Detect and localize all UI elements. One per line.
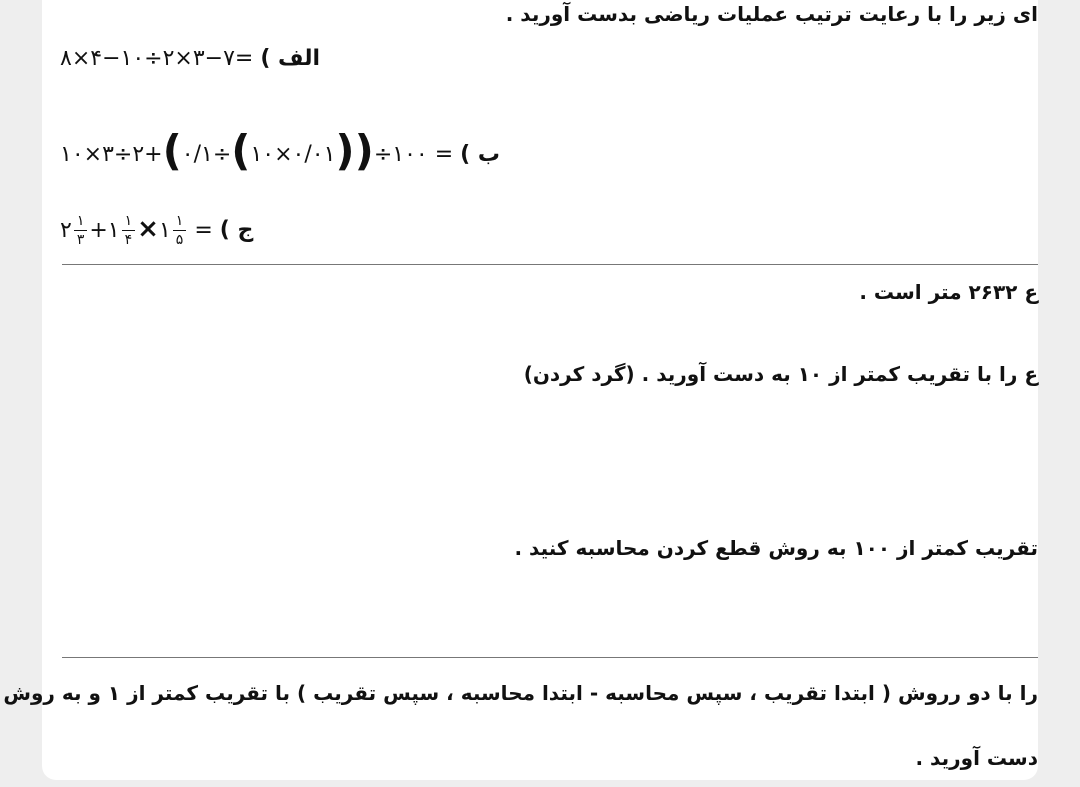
q1-b-close-inner: ) (335, 126, 355, 175)
q1-b-label: ب ) (460, 142, 500, 167)
q2-line-1: ع ۲۶۳۲ متر است . (859, 280, 1038, 304)
q1-b-expression (60, 126, 454, 175)
q1-a-label: الف ) (260, 46, 321, 71)
q3-line-2: دست آورید . (915, 746, 1038, 770)
q1-c-fraction-3: $\frac{۱}{۵}$ (173, 214, 187, 247)
q1-b-expr-start: ۱۰×۳÷۲+ (60, 142, 163, 167)
q1-c-label: ج ) (219, 217, 254, 243)
worksheet-page (3, 0, 1038, 780)
q1-c-whole-2: ۱ (107, 217, 120, 243)
q1-part-c (60, 214, 253, 247)
divider-1 (62, 264, 1038, 265)
q2-line-2: ع را با تقریب کمتر از ۱۰ به دست آورید . (گرد کردن) (523, 362, 1038, 386)
q3-line-1: را با دو رروش ( ابتدا تقریب ، سپس محاسبه - ابتدا محاسبه ، سپس تقریب ) با تقریب کمتر از ۱ و به روش (3, 681, 1038, 705)
q2-line-3: تقریب کمتر از ۱۰۰ به روش قطع کردن محاسبه کنید . (514, 536, 1038, 560)
q1-c-whole-3: ۱ (158, 217, 171, 243)
q1-b-inner2: ۱۰×۰/۰۱ (250, 142, 336, 167)
q1-c-whole-1: ۲ (60, 217, 72, 243)
q1-b-open-outer: ( (162, 126, 182, 175)
q1-title: ای زیر را با رعایت ترتیب عملیات ریاضی بدست آورید . (505, 2, 1038, 26)
q1-a-expression: ۸×۴−۱۰÷۲×۳−۷= (60, 46, 254, 71)
q1-b-close-outer: ) (354, 126, 374, 175)
q1-c-equals: = (194, 217, 213, 243)
q1-part-b (60, 126, 500, 175)
q1-b-inner1: ۰/۱÷ (181, 142, 232, 167)
q1-b-expr-end: ÷۱۰۰ = (373, 142, 454, 167)
q1-c-fraction-2: $\frac{۱}{۴}$ (122, 214, 136, 247)
q1-c-op-2: × (137, 213, 159, 244)
q1-c-fraction-1: $\frac{۱}{۳}$ (74, 214, 88, 247)
q1-c-op-1: + (89, 217, 108, 243)
divider-2 (62, 657, 1038, 658)
q1-b-open-inner: ( (231, 126, 251, 175)
q1-c-expression (60, 213, 213, 248)
q1-part-a (60, 48, 320, 70)
